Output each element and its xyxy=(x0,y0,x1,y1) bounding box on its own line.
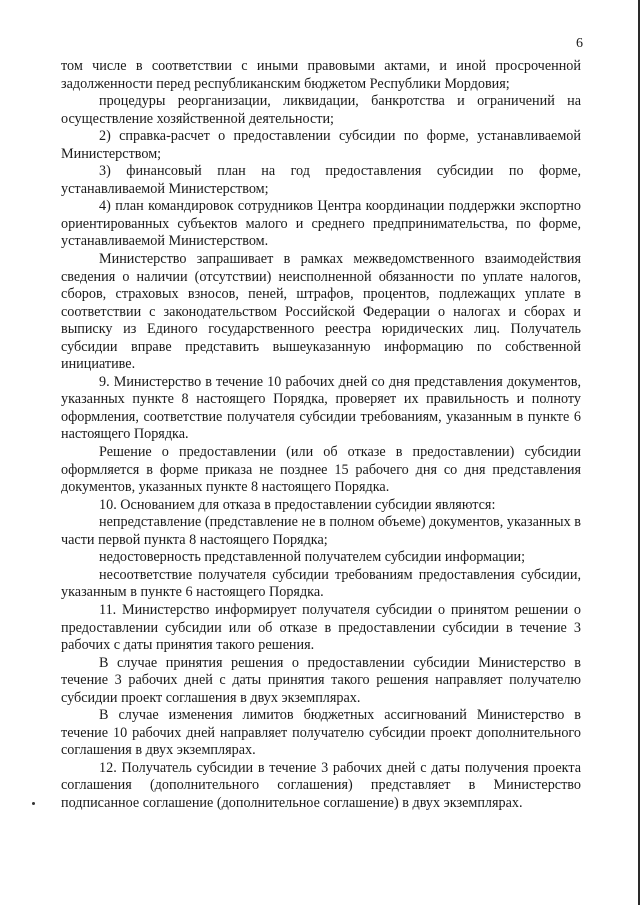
paragraph-section-12: 12. Получатель субсидии в течение 3 рабочих дней с даты получения проекта соглашения (дополнительного соглашения) представляет в Министерство подписанное соглашение (дополнительное соглашение) в двух экземплярах. xyxy=(61,759,581,811)
paragraph-item-2: 2) справка-расчет о предоставлении субсидии по форме, устанавливаемой Министерством; xyxy=(61,128,581,162)
paragraph-section-9: 9. Министерство в течение 10 рабочих дней со дня представления документов, указанных пункте 8 настоящего Порядка, проверяет их правильность и полноту оформления, соответствие получателя субсидии требованиям, указанным в пункте 6 настоящего Порядка. xyxy=(61,373,581,443)
page-number: 6 xyxy=(576,36,583,51)
paragraph-item-3: 3) финансовый план на год предоставления субсидии по форме, устанавливаемой Министерством; xyxy=(61,163,581,197)
paragraph-section-10: 10. Основанием для отказа в предоставлении субсидии являются: xyxy=(99,496,496,513)
paragraph-refusal-reason-2: недостоверность представленной получателем субсидии информации; xyxy=(99,549,526,566)
paragraph-decision: Решение о предоставлении (или об отказе в предоставлении) субсидии оформляется в форме приказа не позднее 15 рабочего дня со дня представления документов, указанных пункте 8 настоящего Порядка. xyxy=(61,444,581,496)
paragraph-agreement-sending: В случае принятия решения о предоставлении субсидии Министерство в течение 3 рабочих дней с даты принятия такого решения направляет получателю субсидии проект соглашения в двух экземплярах. xyxy=(61,654,581,706)
paragraph-item-4: 4) план командировок сотрудников Центра координации поддержки экспортно ориентированных субъектов малого и среднего предпринимательства, по форме, устанавливаемой Министерством. xyxy=(61,198,581,250)
paragraph-reorganization: процедуры реорганизации, ликвидации, банкротства и ограничений на осуществление хозяйственной деятельности; xyxy=(61,93,581,127)
document-body xyxy=(61,58,581,813)
paragraph-limits-change: В случае изменения лимитов бюджетных ассигнований Министерство в течение 10 рабочих дней направляет получателю субсидии проект дополнительного соглашения в двух экземплярах. xyxy=(61,707,581,759)
paragraph-refusal-reason-1: непредставление (представление не в полном объеме) документов, указанных в части первой пункта 8 настоящего Порядка; xyxy=(61,514,581,548)
scan-speck xyxy=(32,802,35,805)
paragraph-debt-continuation: том числе в соответствии с иными правовыми актами, и иной просроченной задолженности перед республиканским бюджетом Республики Мордовия; xyxy=(61,58,581,92)
paragraph-section-11: 11. Министерство информирует получателя субсидии о принятом решении о предоставлении субсидии или об отказе в предоставлении субсидии в течение 3 рабочих с даты принятия такого решения. xyxy=(61,601,581,654)
paragraph-interagency-request: Министерство запрашивает в рамках межведомственного взаимодействия сведения о наличии (отсутствии) неисполненной обязанности по уплате налогов, сборов, страховых взносов, пеней, штрафов, процентов, подлежащих уплате в соответствии с законодательством Российской Федерации о налогах и сборах и выписку из Единого государственного реестра юридических лиц. Получатель субсидии вправе представить вышеуказанную информацию по собственной инициативе. xyxy=(61,251,581,373)
paragraph-refusal-reason-3: несоответствие получателя субсидии требованиям предоставления субсидии, указанным в пункте 6 настоящего Порядка. xyxy=(61,566,581,601)
